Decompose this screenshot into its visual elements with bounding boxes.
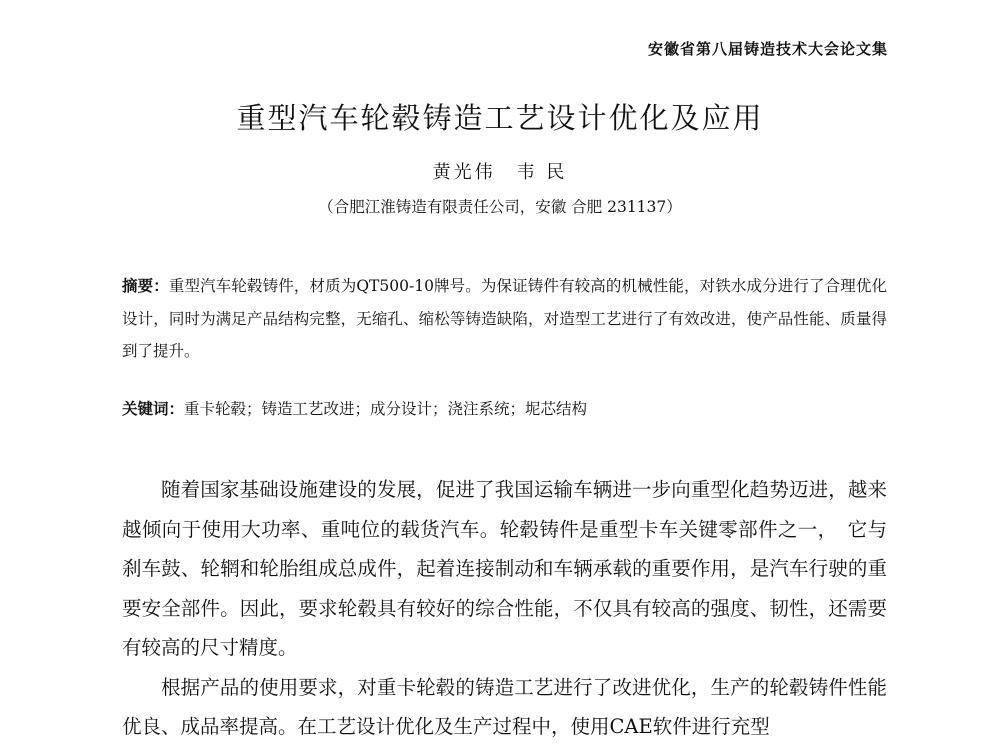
keywords — [122, 397, 887, 419]
body-paragraph-2: 根据产品的使用要求，对重卡轮毂的铸造工艺进行了改进优化，生产的轮毂铸件性能优良、成品率提高。在工艺设计优化及生产过程中，使用CAE软件进行充型 — [122, 675, 887, 738]
running-header: 安徽省第八届铸造技术大会论文集 — [647, 40, 888, 58]
paper-affiliation: （合肥江淮铸造有限责任公司，安徽 合肥 231137） — [318, 198, 682, 216]
body-paragraph-1: 随着国家基础设施建设的发展，促进了我国运输车辆进一步向重型化趋势迈进，越来越倾向于使用大功率、重吨位的载货汽车。轮毂铸件是重型卡车关键零部件之一， 它与刹车鼓、轮辋和轮胎组成总成件，起着连接制动和车辆承载的重要作用，是汽车行驶的重要安全部件。因此，要求轮毂具有较好的综合性能，不仅具有较高的强度、韧性，还需要有较高的尺寸精度。 — [122, 478, 887, 659]
keywords-label: 关键词： — [122, 400, 185, 418]
body-text — [122, 470, 887, 747]
paper-title: 重型汽车轮毂铸造工艺设计优化及应用 — [236, 101, 764, 135]
keywords-text: 重卡轮毂；铸造工艺改进；成分设计；浇注系统；坭芯结构 — [184, 400, 588, 418]
abstract — [122, 270, 887, 368]
abstract-label: 摘要： — [122, 277, 169, 295]
paper-authors: 黄光伟 韦 民 — [432, 162, 568, 183]
abstract-text: 重型汽车轮毂铸件，材质为QT500-10牌号。为保证铸件有较高的机械性能，对铁水成分进行了合理优化设计，同时为满足产品结构完整，无缩孔、缩松等铸造缺陷，对造型工艺进行了有效改进，使产品性能、质量得到了提升。 — [122, 277, 887, 360]
